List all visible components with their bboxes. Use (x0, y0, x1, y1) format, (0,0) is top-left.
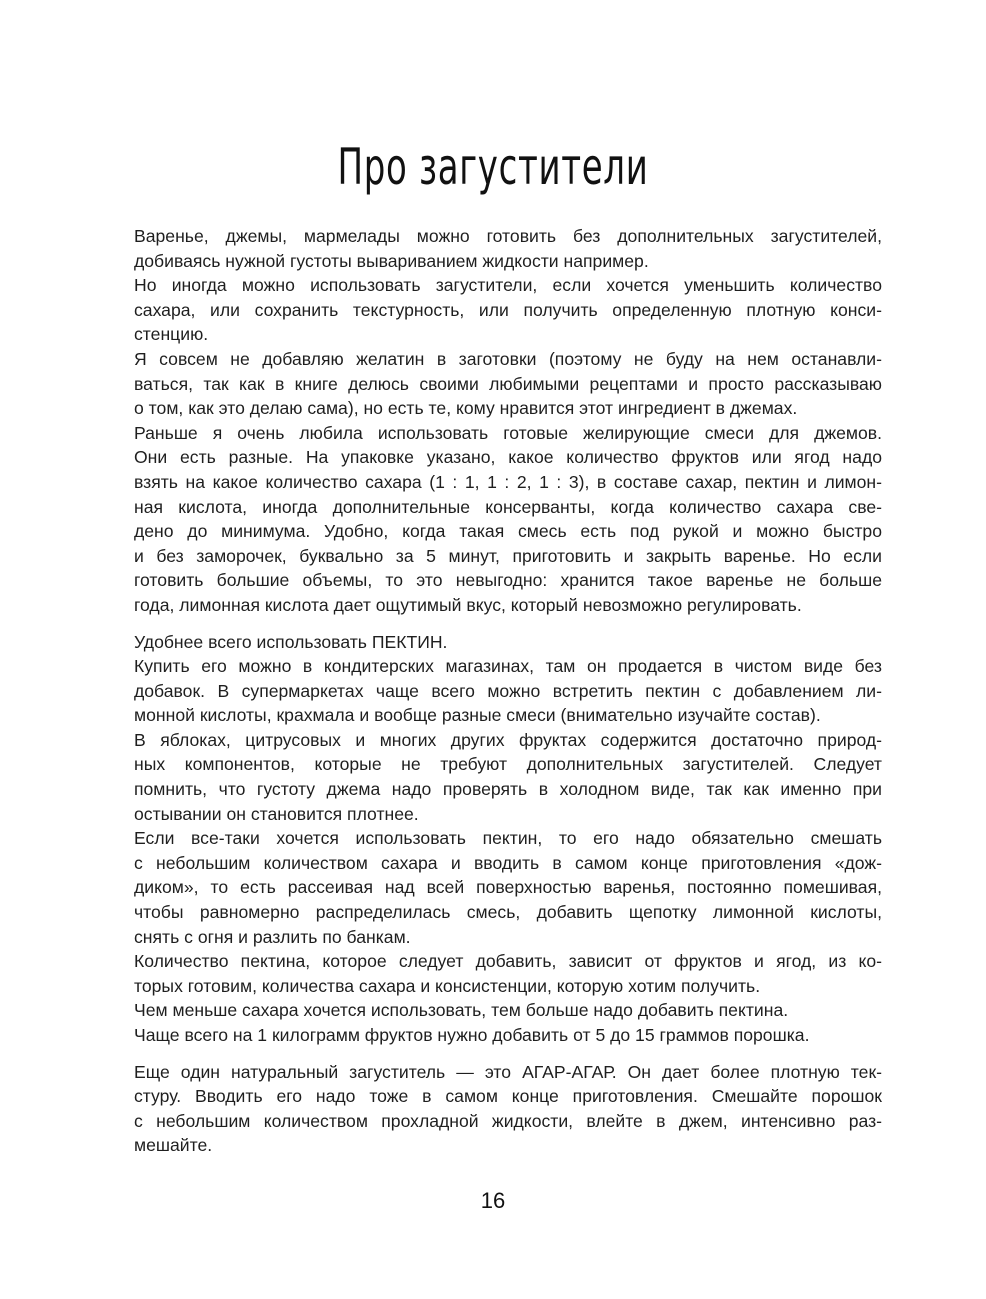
text-line: снять с огня и разлить по банкам. (134, 926, 411, 947)
text-line: помнить, что густоту джема надо проверять в холодном виде, так как именно при (134, 779, 882, 800)
text-line: диком», то есть рассеивая над всей поверхностью варенья, постоянно помешивая, (134, 877, 882, 898)
text-line: стуру. Вводить его надо тоже в самом конце приготовления. Смешайте порошок (134, 1086, 882, 1107)
text-line: года, лимонная кислота дает ощутимый вкус, который невозможно регулировать. (134, 594, 802, 615)
text-line: Чаще всего на 1 килограмм фруктов нужно добавить от 5 до 15 граммов порошка. (134, 1025, 810, 1045)
text-line: взять на какое количество сахара (1 : 1, 1 : 2, 1 : 3), в составе сахар, пектин и лимон- (134, 471, 882, 492)
text-line: готовить большие объемы, то это невыгодно: хранится такое варенье не больше (134, 570, 882, 591)
text-line: Раньше я очень любила использовать готовые желирующие смеси для джемов. (134, 422, 882, 443)
text-line: дено до минимума. Удобно, когда такая смесь есть под рукой и можно быстро (134, 521, 882, 542)
text-line: В яблоках, цитрусовых и многих других фруктах содержится достаточно природ- (134, 729, 882, 750)
text-line: с небольшим количеством сахара и вводить в самом конце приготовления «дож- (134, 852, 882, 873)
text-line: Количество пектина, которое следует добавить, зависит от фруктов и ягод, из ко- (134, 951, 882, 972)
text-line: Еще один натуральный загуститель — это АГАР-АГАР. Он дает более плотную тек- (134, 1061, 882, 1082)
text-line: с небольшим количеством прохладной жидкости, влейте в джем, интенсивно раз- (134, 1110, 882, 1131)
text-line: ных компонентов, которые не требуют дополнительных загустителей. Следует (134, 754, 882, 775)
paragraph-gap (134, 618, 882, 630)
text-line: Если все-таки хочется использовать пектин, то его надо обязательно смешать (134, 828, 882, 849)
text-line: Но иногда можно использовать загустители, если хочется уменьшить количество (134, 275, 882, 296)
text-line: добиваясь нужной густоты вывариванием жидкости например. (134, 250, 649, 271)
page-title: Про загустители (337, 138, 649, 196)
text-line: Чем меньше сахара хочется использовать, тем больше надо добавить пектина. (134, 1000, 789, 1021)
text-line: Варенье, джемы, мармелады можно готовить без дополнительных загустителей, (134, 226, 882, 246)
text-line: остывании он становится плотнее. (134, 803, 419, 824)
body-text (134, 224, 882, 1158)
page-number: 16 (480, 1188, 506, 1213)
text-line: и без заморочек, буквально за 5 минут, приготовить и закрыть варенье. Но если (134, 545, 882, 566)
text-line: Они есть разные. На упаковке указано, какое количество фруктов или ягод надо (134, 447, 882, 468)
text-line: Удобнее всего использовать ПЕКТИН. (134, 631, 448, 652)
text-line: торых готовим, количества сахара и консистенции, которую хотим получить. (134, 975, 761, 996)
text-line: ная кислота, иногда дополнительные консерванты, когда количество сахара све- (134, 496, 882, 517)
text-line: ваться, так как в книге делюсь своими любимыми рецептами и просто рассказываю (134, 373, 882, 394)
text-line: добавок. В супермаркетах чаще всего можно встретить пектин с добавлением ли- (134, 680, 882, 701)
text-line: монной кислоты, крахмала и вообще разные смеси (внимательно изучайте состав). (134, 705, 821, 726)
text-line: сахара, или сохранить текстурность, или получить определенную плотную конси- (134, 299, 882, 320)
text-line: Купить его можно в кондитерских магазинах, там он продается в чистом виде без (134, 656, 882, 677)
text-line: чтобы равномерно распределилась смесь, добавить щепотку лимонной кислоты, (134, 902, 882, 923)
paragraph-gap (134, 1048, 882, 1060)
text-line: Я совсем не добавляю желатин в заготовки (поэтому не буду на нем останавли- (134, 348, 882, 369)
text-line: стенцию. (134, 324, 209, 345)
text-line: о том, как это делаю сама), но есть те, кому нравится этот ингредиент в джемах. (134, 398, 798, 419)
text-line: мешайте. (134, 1135, 213, 1156)
